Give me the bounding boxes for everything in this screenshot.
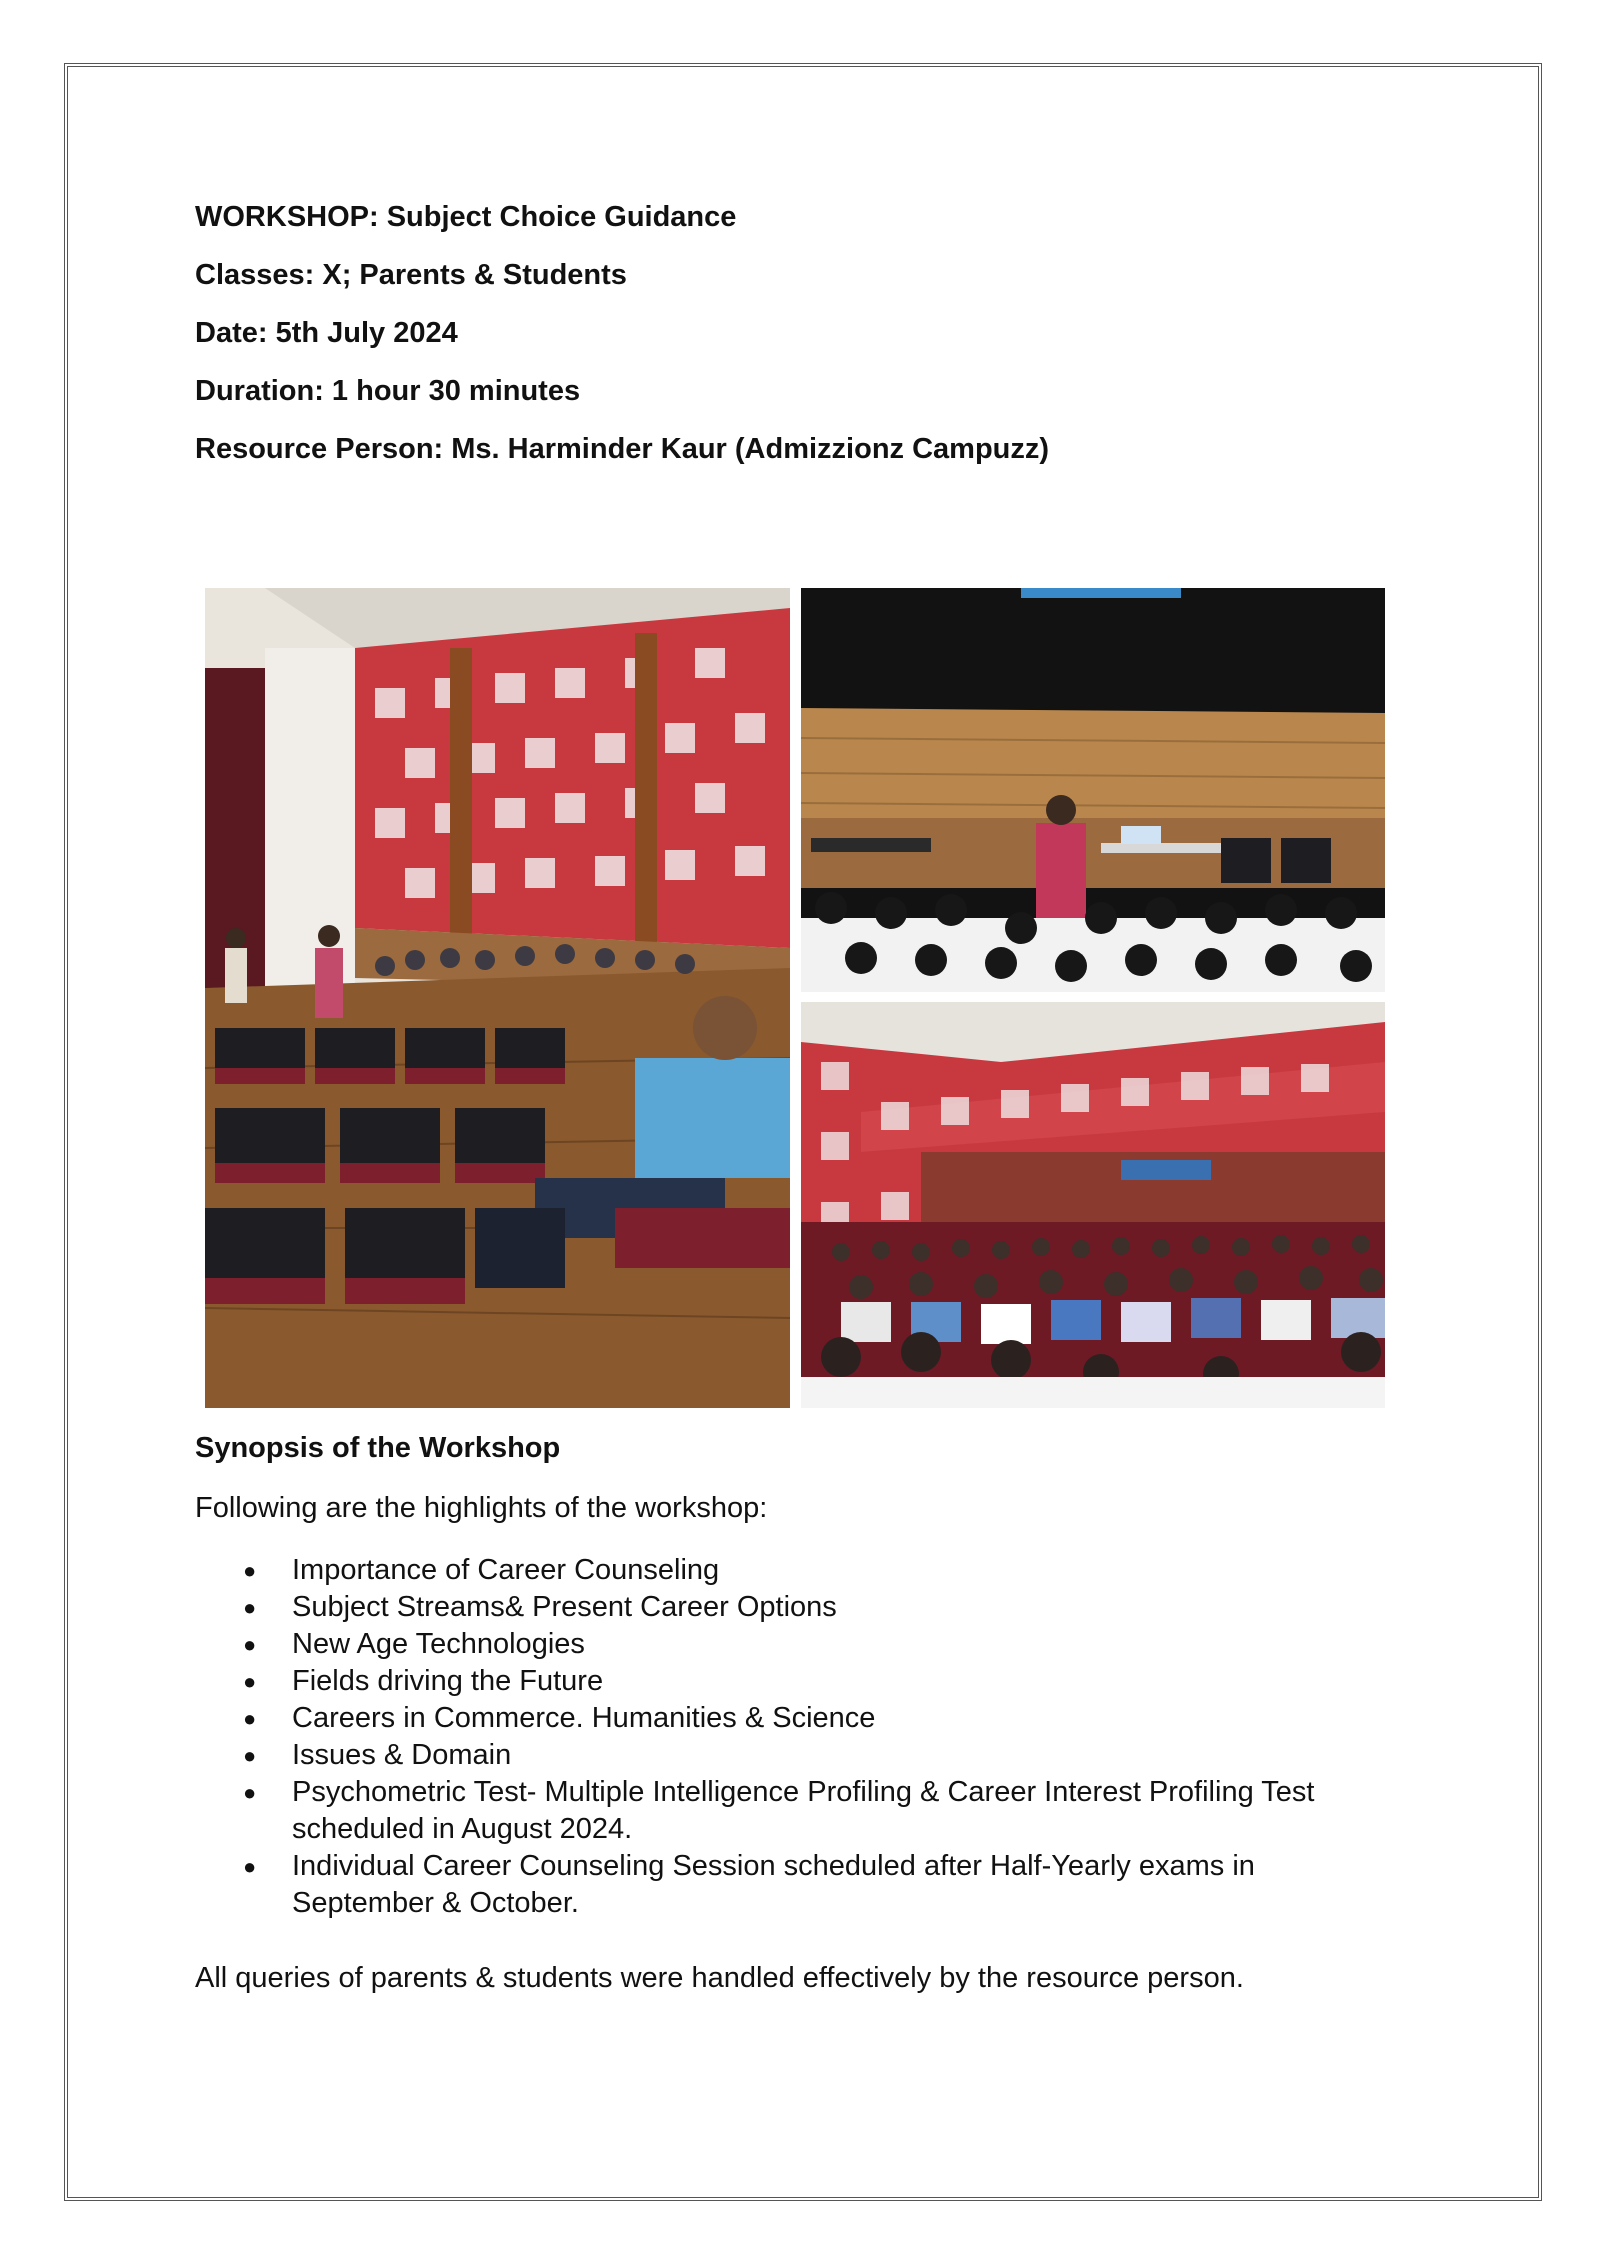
photo-audience [801, 1002, 1385, 1408]
bullet-icon: ● [243, 1558, 257, 1583]
list-item-text: New Age Technologies [292, 1628, 585, 1660]
list-item-text: Issues & Domain [292, 1739, 512, 1771]
bullet-icon: ● [243, 1706, 257, 1731]
bullet-icon: ● [243, 1595, 257, 1620]
bullet-icon: ● [243, 1854, 257, 1879]
synopsis-title: Synopsis of the Workshop [195, 1432, 561, 1464]
synopsis-intro: Following are the highlights of the workshop: [195, 1492, 768, 1524]
list-item-text: Importance of Career Counseling [292, 1554, 720, 1586]
bullet-icon: ● [243, 1743, 257, 1768]
list-item [195, 1848, 1375, 1922]
date-line: Date: 5th July 2024 [195, 317, 458, 349]
list-item-text: Careers in Commerce. Humanities & Science [292, 1702, 876, 1734]
bullet-icon: ● [243, 1780, 257, 1805]
photo-stage-presentation [801, 588, 1385, 992]
list-item-text: Subject Streams& Present Career Options [292, 1591, 837, 1623]
classes-line: Classes: X; Parents & Students [195, 259, 627, 291]
list-item-text: Individual Career Counseling Session scheduled after Half-Yearly exams in September & October. [292, 1850, 1255, 1919]
list-item [195, 1774, 1375, 1848]
duration-line: Duration: 1 hour 30 minutes [195, 375, 581, 407]
resource-person-line: Resource Person: Ms. Harminder Kaur (Admizzionz Campuzz) [195, 433, 1050, 465]
list-item-text: Psychometric Test- Multiple Intelligence Profiling & Career Interest Profiling Test scheduled in August 2024. [292, 1776, 1315, 1845]
bullet-icon: ● [243, 1632, 257, 1657]
bullet-icon: ● [243, 1669, 257, 1694]
highlights-list [195, 1552, 1375, 1922]
workshop-details [195, 188, 1049, 478]
list-item [195, 1700, 1375, 1737]
list-item [195, 1737, 1375, 1774]
list-item [195, 1626, 1375, 1663]
photo-collage [205, 588, 1385, 1408]
list-item [195, 1663, 1375, 1700]
list-item [195, 1589, 1375, 1626]
list-item [195, 1552, 1375, 1589]
photo-auditorium-speaker [205, 588, 790, 1408]
list-item-text: Fields driving the Future [292, 1665, 604, 1697]
conclusion-text: All queries of parents & students were handled effectively by the resource person. [195, 1962, 1244, 1994]
workshop-title: WORKSHOP: Subject Choice Guidance [195, 201, 737, 233]
